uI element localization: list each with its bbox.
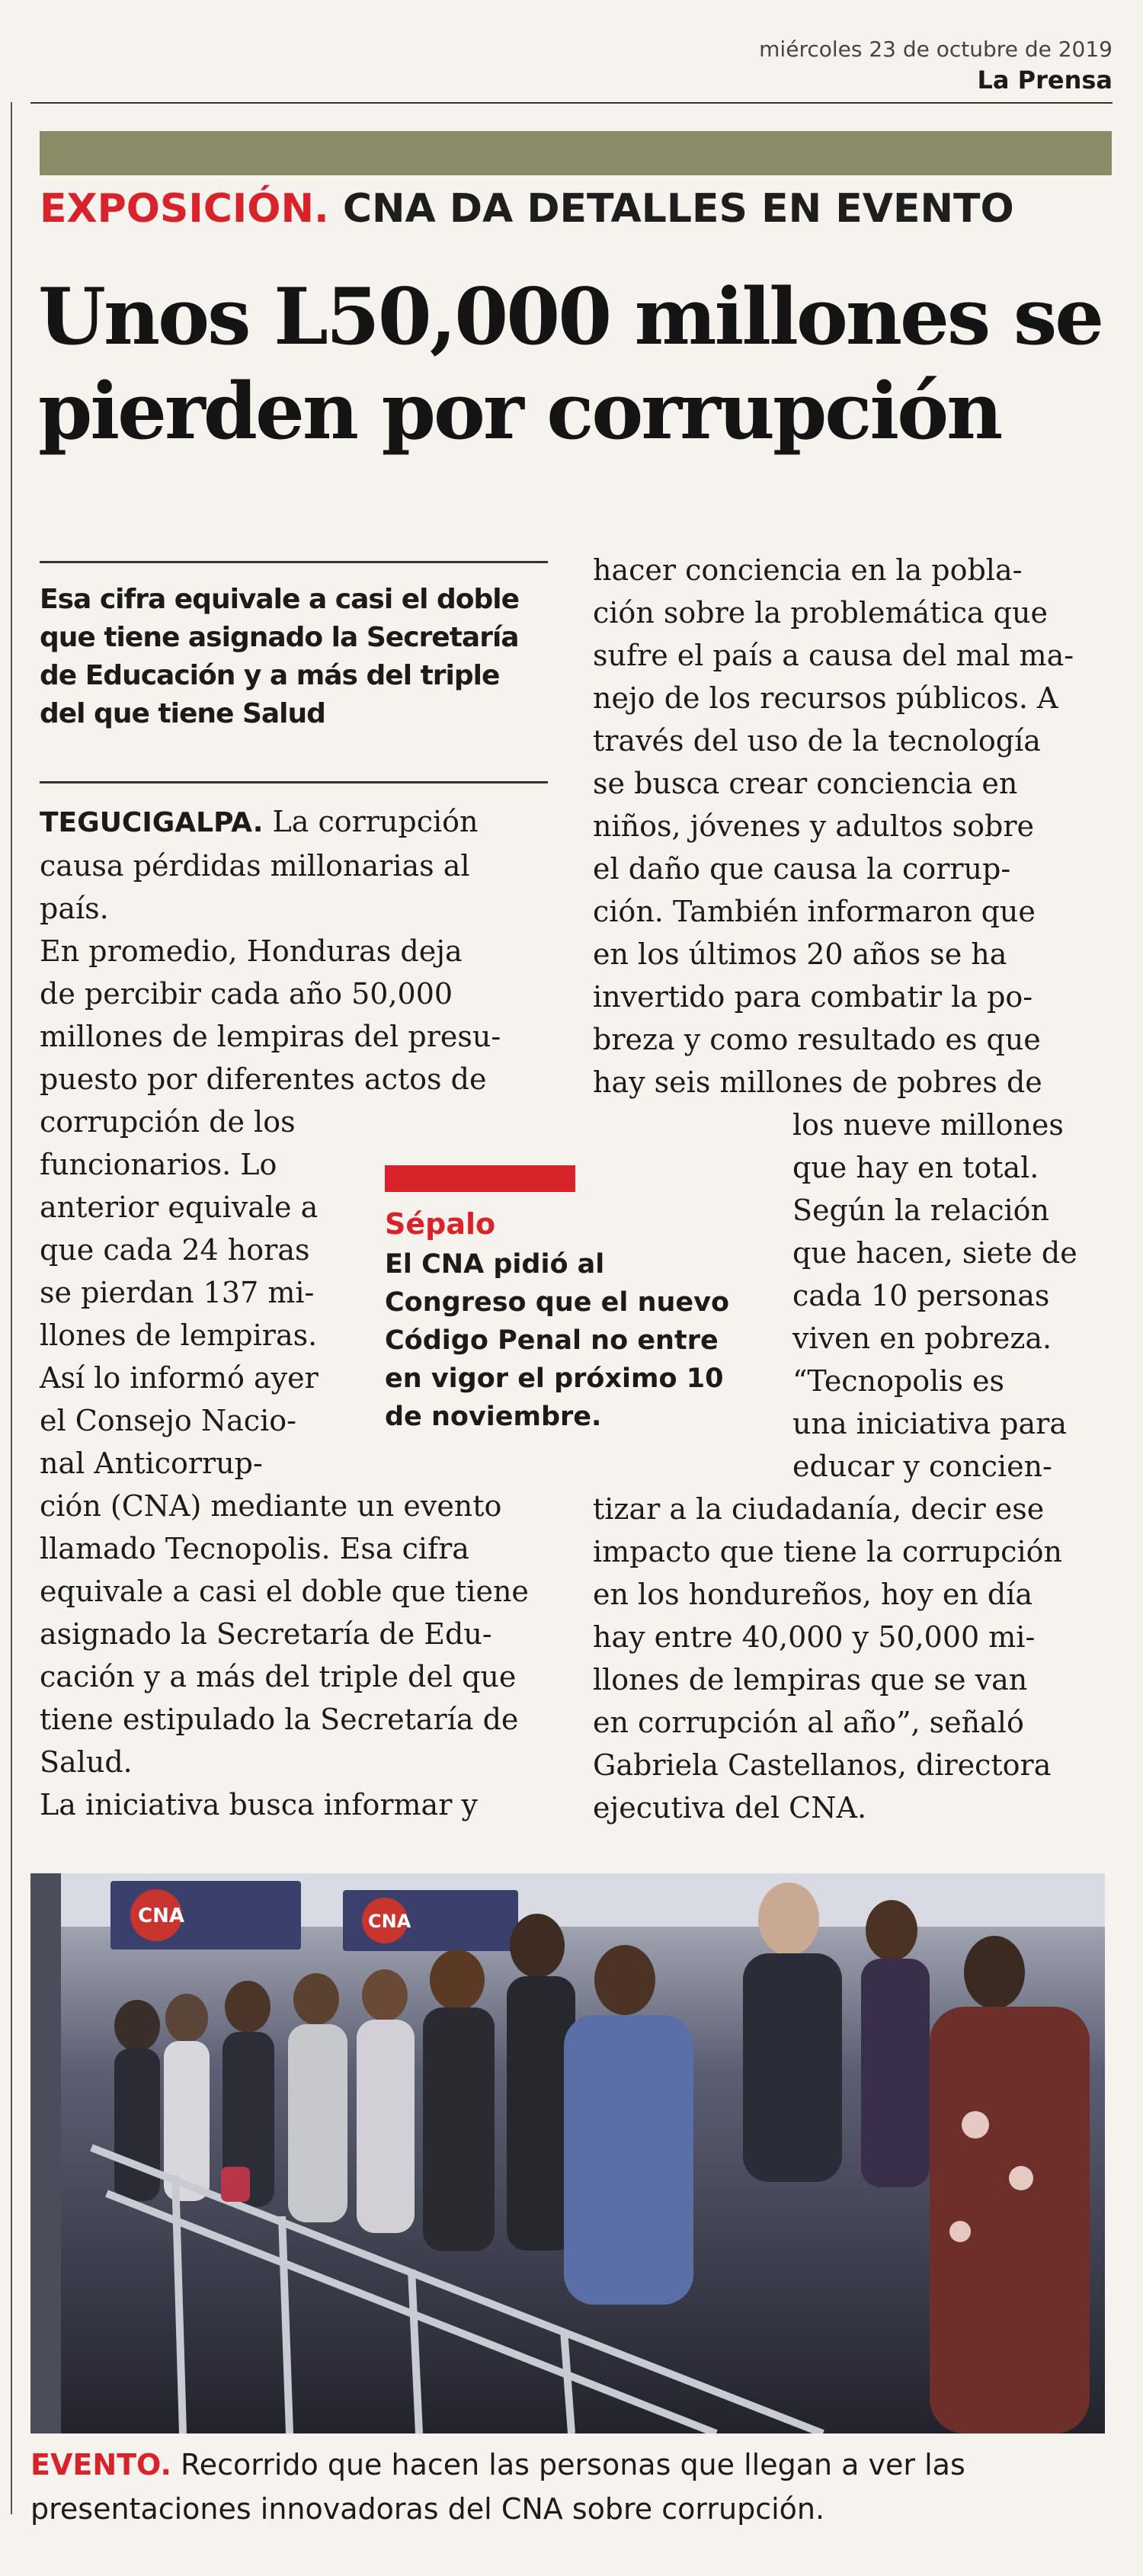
body-line: nejo de los recursos públicos. A: [593, 681, 1058, 715]
sidebar-line: de noviembre.: [385, 1402, 602, 1432]
body-line: nal Anticorrup-: [40, 1447, 263, 1480]
summary-line: que tiene asignado la Secretaría: [40, 622, 519, 653]
body-line: llones de lempiras.: [40, 1318, 318, 1352]
body-line: Según la relación: [792, 1193, 1050, 1227]
photo-caption: [30, 2443, 1113, 2531]
body-line: tiene estipulado la Secretaría de: [40, 1703, 519, 1736]
body-line: hay entre 40,000 y 50,000 mi-: [593, 1620, 1036, 1654]
body-line: llamado Tecnopolis. Esa cifra: [40, 1532, 469, 1565]
body-column-2-narrow: [792, 1104, 1120, 1488]
headline-line-2: pierden por corrupción: [38, 366, 1001, 457]
body-line: el Consejo Nacio-: [40, 1404, 296, 1437]
body-line: anterior equivale a: [40, 1190, 319, 1224]
body-line: “Tecnopolis es: [792, 1364, 1005, 1398]
body-line: hacer conciencia en la pobla-: [593, 553, 1023, 587]
body-line: En promedio, Honduras deja: [40, 934, 463, 968]
body-line: Gabriela Castellanos, directora: [593, 1748, 1052, 1782]
section-bar: [40, 131, 1112, 175]
body-line: asignado la Secretaría de Edu-: [40, 1617, 492, 1651]
body-line: que hay en total.: [792, 1151, 1039, 1184]
body-line: La iniciativa busca informar y: [40, 1788, 478, 1821]
body-text: La corrupción: [263, 805, 479, 838]
body-line: país.: [40, 892, 109, 925]
body-line: equivale a casi el doble que tiene: [40, 1575, 529, 1608]
body-line: el daño que causa la corrup-: [593, 852, 1011, 886]
body-line: corrupción de los: [40, 1105, 296, 1139]
summary-line: de Educación y a más del triple: [40, 660, 500, 691]
body-line: una iniciativa para: [792, 1407, 1067, 1440]
sidebar-line: El CNA pidió al: [385, 1249, 605, 1280]
body-line: funcionarios. Lo: [40, 1148, 277, 1181]
summary-line: del que tiene Salud: [40, 698, 325, 729]
headline: [38, 270, 1120, 459]
body-line: millones de lempiras del presu-: [40, 1020, 501, 1053]
body-line: que hacen, siete de: [792, 1236, 1077, 1270]
body-line: en corrupción al año”, señaló: [593, 1706, 1024, 1739]
header-rule: [30, 102, 1113, 104]
caption-label: EVENTO.: [30, 2448, 171, 2481]
body-line: se pierdan 137 mi-: [40, 1276, 315, 1309]
body-line: los nueve millones: [792, 1108, 1064, 1142]
body-line: niños, jóvenes y adultos sobre: [593, 809, 1035, 843]
body-line: hay seis millones de pobres de: [593, 1065, 1042, 1099]
headline-line-1: Unos L50,000 millones se: [38, 271, 1103, 363]
body-line: llones de lempiras que se van: [593, 1663, 1028, 1697]
page-edge-rule: [11, 102, 12, 2514]
body-line: cada 10 personas: [792, 1279, 1050, 1312]
body-line: ción sobre la problemática que: [593, 596, 1048, 630]
dateline: TEGUCIGALPA.: [40, 807, 264, 838]
body-line: puesto por diferentes actos de: [40, 1062, 487, 1096]
sidebar-title: Sépalo: [385, 1207, 496, 1241]
sidebar-line: Congreso que el nuevo: [385, 1287, 730, 1318]
body-line: en los últimos 20 años se ha: [593, 937, 1007, 971]
body-line: causa pérdidas millonarias al: [40, 849, 470, 883]
caption-text: Recorrido que hacen las personas que llegan a ver las: [171, 2448, 965, 2481]
summary-rule: [40, 561, 548, 563]
photo-illustration: [30, 1873, 1105, 2433]
body-line: invertido para combatir la po-: [593, 980, 1033, 1014]
body-rule: [40, 781, 548, 783]
body-column-2-top: [593, 549, 1119, 1104]
caption-line: [30, 2443, 1113, 2487]
body-line: ción (CNA) mediante un evento: [40, 1489, 502, 1523]
newspaper-name: La Prensa: [977, 66, 1113, 95]
sign-text-1: CNA: [138, 1905, 184, 1927]
body-line: Salud.: [40, 1745, 133, 1779]
body-line: ejecutiva del CNA.: [593, 1791, 867, 1825]
sidebar-red-bar: [385, 1165, 575, 1192]
body-line: cación y a más del triple del que: [40, 1660, 517, 1693]
summary-line: Esa cifra equivale a casi el doble: [40, 584, 520, 615]
event-photo: [30, 1873, 1105, 2433]
body-line: viven en pobreza.: [792, 1322, 1052, 1355]
kicker: [40, 186, 1014, 232]
body-line: impacto que tiene la corrupción: [593, 1535, 1062, 1568]
body-line: educar y concien-: [792, 1450, 1052, 1483]
body-line: en los hondureños, hoy en día: [593, 1578, 1033, 1611]
body-line: tizar a la ciudadanía, decir ese: [593, 1492, 1045, 1526]
body-line: ción. También informaron que: [593, 895, 1036, 928]
sidebar-line: Código Penal no entre: [385, 1325, 719, 1356]
kicker-section: EXPOSICIÓN.: [40, 186, 329, 232]
body-line: [40, 800, 558, 844]
body-line: se busca crear conciencia en: [593, 767, 1018, 800]
body-line: breza y como resultado es que: [593, 1023, 1041, 1056]
sign-text-2: CNA: [368, 1911, 411, 1932]
body-line: de percibir cada año 50,000: [40, 977, 453, 1011]
body-line: que cada 24 horas: [40, 1233, 310, 1267]
sidebar-line: en vigor el próximo 10: [385, 1363, 724, 1394]
body-column-2-bottom: [593, 1488, 1119, 1829]
body-line: Así lo informó ayer: [40, 1361, 319, 1395]
body-line: través del uso de la tecnología: [593, 724, 1041, 758]
sidebar-text: [385, 1245, 762, 1436]
caption-line: presentaciones innovadoras del CNA sobre corrupción.: [30, 2492, 825, 2526]
kicker-topic: CNA DA DETALLES EN EVENTO: [328, 186, 1014, 232]
body-line: sufre el país a causa del mal ma-: [593, 639, 1074, 672]
summary-deck: [40, 581, 548, 733]
issue-date: miércoles 23 de octubre de 2019: [759, 37, 1113, 62]
